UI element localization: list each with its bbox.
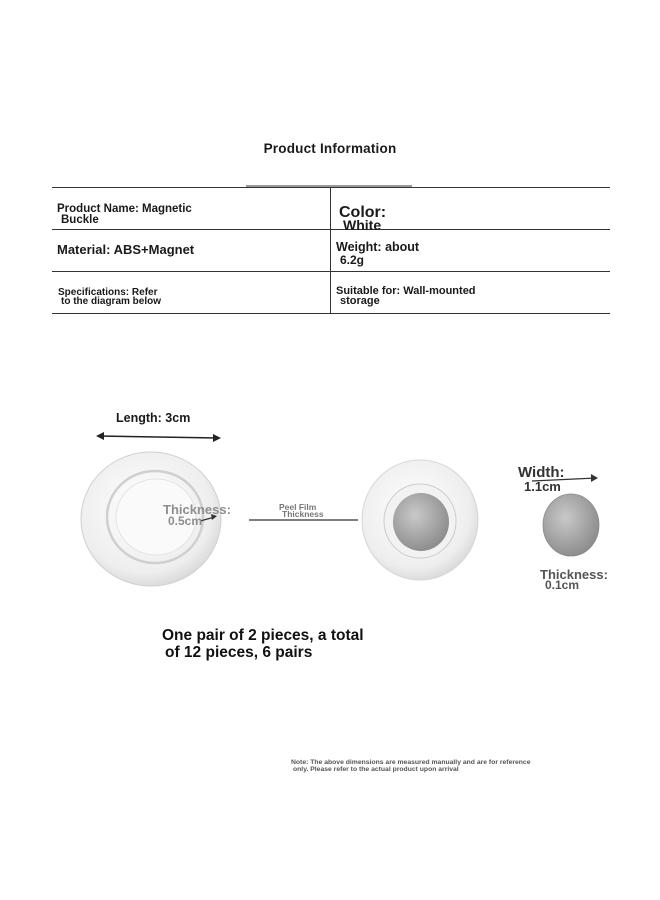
spec-table bbox=[52, 187, 610, 314]
buckle-with-magnet bbox=[362, 460, 478, 580]
length-label: Length: 3cm bbox=[116, 411, 191, 425]
quantity-caption-line2: of 12 pieces, 6 pairs bbox=[165, 644, 313, 661]
specifications-value: to the diagram below bbox=[61, 296, 162, 307]
color-label: Color: bbox=[339, 204, 387, 221]
material-value: Material: ABS+Magnet bbox=[57, 242, 195, 257]
specifications-label: Specifications: Refer bbox=[58, 287, 158, 298]
weight-label: Weight: about bbox=[336, 240, 420, 254]
weight-value: 6.2g bbox=[340, 253, 365, 267]
quantity-caption-line1: One pair of 2 pieces, a total bbox=[162, 627, 364, 644]
product-name-value: Buckle bbox=[61, 214, 99, 226]
magnet-disc bbox=[543, 494, 599, 556]
peel-film-thickness-label: Thickness bbox=[282, 509, 324, 519]
note-line1: Note: The above dimensions are measured manually and are for reference bbox=[291, 759, 531, 766]
note-line2: only. Please refer to the actual product upon arrival bbox=[293, 766, 459, 773]
magnet-thickness-label: Thickness: bbox=[540, 567, 608, 582]
color-value: White bbox=[343, 217, 382, 233]
peel-film-label: Peel Film bbox=[279, 502, 317, 512]
product-name-label: Product Name: Magnetic bbox=[57, 203, 192, 215]
page-title: Product Information bbox=[263, 141, 397, 156]
column-divider bbox=[330, 188, 331, 314]
width-label: Width: bbox=[518, 464, 565, 481]
thickness-label: Thickness: bbox=[163, 502, 231, 517]
width-value: 1.1cm bbox=[524, 479, 561, 494]
magnet-thickness-value: 0.1cm bbox=[545, 578, 580, 592]
suitable-for-label: Suitable for: Wall-mounted bbox=[336, 285, 476, 297]
suitable-for-value: storage bbox=[340, 295, 380, 307]
thickness-value: 0.5cm bbox=[168, 514, 203, 528]
length-arrow bbox=[96, 432, 221, 442]
